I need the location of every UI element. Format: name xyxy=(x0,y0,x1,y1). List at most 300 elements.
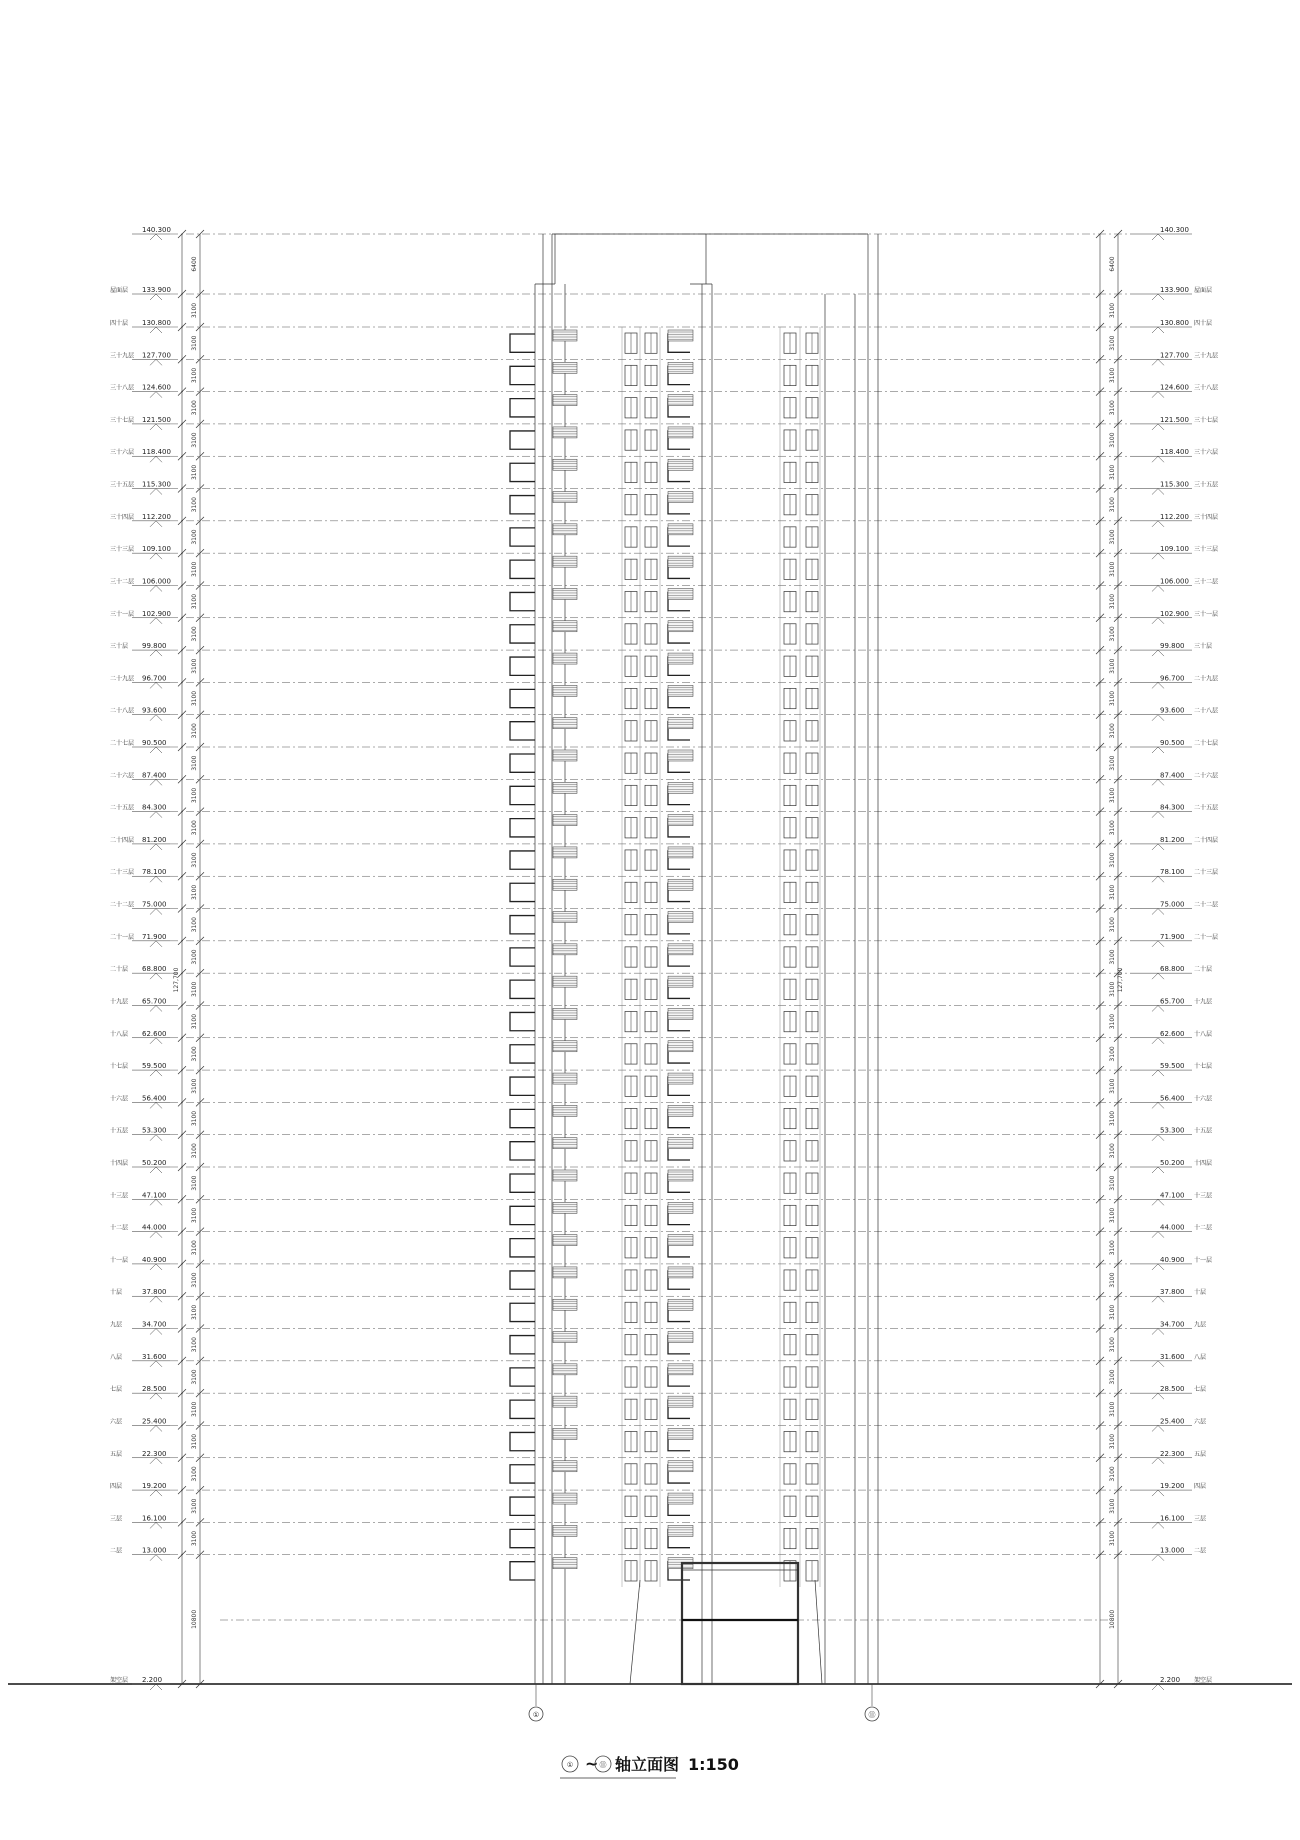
floor-name-right: 三十三层 xyxy=(1194,546,1219,554)
dimension-text-right: 3100 xyxy=(1109,852,1116,868)
level-symbol-left xyxy=(150,973,162,979)
elevation-label-right: 59.500 xyxy=(1160,1062,1185,1071)
elevation-label-right: 71.900 xyxy=(1160,932,1185,941)
balcony-profile xyxy=(510,334,535,352)
dimension-text-left: 3100 xyxy=(191,335,198,351)
level-symbol-left xyxy=(150,1329,162,1335)
balcony-profile xyxy=(510,980,535,998)
level-symbol-left xyxy=(150,812,162,818)
level-symbol-left xyxy=(150,779,162,785)
level-symbol-right xyxy=(1152,715,1164,721)
level-symbol-left xyxy=(150,650,162,656)
elevation-label-right: 127.700 xyxy=(1160,351,1189,360)
level-symbol-left xyxy=(150,1555,162,1561)
elevation-label-left: 28.500 xyxy=(142,1385,167,1394)
elevation-label-right: 16.100 xyxy=(1160,1514,1185,1523)
floor-name-left: 架空层 xyxy=(110,1677,129,1684)
balcony-profile xyxy=(510,496,535,514)
floor-name-right: 二十层 xyxy=(1194,966,1213,974)
floor-name-left: 十层 xyxy=(110,1289,123,1297)
level-symbol-right xyxy=(1152,424,1164,430)
dimension-text-left: 3100 xyxy=(191,1466,198,1482)
level-symbol-right xyxy=(1152,1296,1164,1302)
level-symbol-left xyxy=(150,456,162,462)
dimension-text-right: 3100 xyxy=(1109,1337,1116,1353)
floor-name-right: 二十八层 xyxy=(1194,707,1219,715)
balcony-profile xyxy=(510,1109,535,1127)
floor-name-right: 二十七层 xyxy=(1194,740,1219,747)
floor-name-right: 三十五层 xyxy=(1194,481,1219,489)
level-symbol-left xyxy=(150,294,162,300)
floor-name-right: 九层 xyxy=(1194,1321,1207,1329)
level-symbol-right xyxy=(1152,941,1164,947)
elevation-label-right: 112.200 xyxy=(1160,512,1189,521)
floor-name-left: 十二层 xyxy=(110,1224,129,1232)
dimension-text-right: 3100 xyxy=(1109,1369,1116,1385)
elevation-label-left: 118.400 xyxy=(142,448,171,457)
balcony-profile xyxy=(510,657,535,675)
floor-name-left: 二十九层 xyxy=(110,675,135,683)
level-symbol-right xyxy=(1152,909,1164,915)
axis-marker-end xyxy=(865,1684,879,1721)
floor-name-left: 三十六层 xyxy=(110,449,135,457)
floor-name-right: 三十层 xyxy=(1194,643,1213,651)
floor-name-right: 二十二层 xyxy=(1194,901,1219,909)
floor-name-right: 十六层 xyxy=(1194,1095,1213,1103)
dimension-text-left: 3100 xyxy=(191,367,198,384)
elevation-label-left: 81.200 xyxy=(142,835,167,844)
balcony-profile xyxy=(510,1271,535,1289)
dimension-text-left: 3100 xyxy=(191,497,198,513)
level-symbol-right xyxy=(1152,1070,1164,1076)
floor-name-left: 二十六层 xyxy=(110,772,135,780)
dimension-text-left: 3100 xyxy=(191,626,198,642)
level-symbol-right xyxy=(1152,1490,1164,1496)
level-symbol-right xyxy=(1152,456,1164,462)
level-symbol-right xyxy=(1152,392,1164,398)
elevation-label-right: 31.600 xyxy=(1160,1352,1185,1361)
floor-name-left: 三十九层 xyxy=(110,352,135,360)
elevation-label-right: 19.200 xyxy=(1160,1482,1185,1491)
elevation-label-left: 31.600 xyxy=(142,1352,167,1361)
elevation-label-right: 28.500 xyxy=(1160,1385,1185,1394)
level-symbol-right xyxy=(1152,844,1164,850)
floor-name-left: 二十八层 xyxy=(110,707,135,715)
floor-name-left: 屋面层 xyxy=(110,287,129,294)
floor-name-right: 三十八层 xyxy=(1194,384,1219,392)
level-symbol-right xyxy=(1152,618,1164,624)
elevation-label-right: 44.000 xyxy=(1160,1223,1185,1232)
level-symbol-left xyxy=(150,909,162,915)
floor-name-left: 三十层 xyxy=(110,643,129,651)
floor-name-left: 三十三层 xyxy=(110,546,135,554)
dimension-text-left: 3100 xyxy=(191,949,198,965)
floor-name-left: 十五层 xyxy=(110,1127,129,1135)
balcony-profile xyxy=(510,1303,535,1321)
dimension-text-left: 3100 xyxy=(191,1401,198,1417)
dimension-text-left: 3100 xyxy=(191,852,198,868)
dimension-text-right: 3100 xyxy=(1109,1143,1116,1159)
floor-name-left: 三十八层 xyxy=(110,384,135,392)
floor-name-left: 五层 xyxy=(110,1450,123,1458)
elevation-label-left: 62.600 xyxy=(142,1029,167,1038)
balcony-profile xyxy=(510,1142,535,1160)
level-symbol-left xyxy=(150,424,162,430)
balcony-profile xyxy=(510,463,535,481)
dimension-text-right: 3100 xyxy=(1109,690,1116,707)
level-symbol-left xyxy=(150,585,162,591)
elevation-label-right: 68.800 xyxy=(1160,965,1185,974)
level-symbol-right xyxy=(1152,521,1164,527)
level-symbol-right xyxy=(1152,1232,1164,1238)
level-symbol-left xyxy=(150,1296,162,1302)
floor-name-right: 十二层 xyxy=(1194,1224,1213,1232)
elevation-label-left: 25.400 xyxy=(142,1417,167,1426)
level-symbol-left xyxy=(150,327,162,333)
floor-name-left: 八层 xyxy=(110,1353,123,1361)
level-symbol-right xyxy=(1152,585,1164,591)
dimension-text-left: 3100 xyxy=(191,432,198,448)
elevation-label-left: 13.000 xyxy=(142,1546,167,1555)
level-symbol-right xyxy=(1152,553,1164,559)
level-symbol-right xyxy=(1152,1361,1164,1367)
dimension-text-left: 3100 xyxy=(191,690,198,707)
title-axis-2: ⑪ xyxy=(599,1761,607,1769)
floor-name-right: 二十四层 xyxy=(1194,836,1219,844)
floor-name-right: 十五层 xyxy=(1194,1127,1213,1135)
dimension-text-left: 3100 xyxy=(191,820,198,836)
floor-name-right: 二十九层 xyxy=(1194,675,1219,683)
elevation-label-left: 75.000 xyxy=(142,900,167,909)
floor-name-right: 二十五层 xyxy=(1194,804,1219,812)
level-symbol-right xyxy=(1152,489,1164,495)
level-symbol-left xyxy=(150,392,162,398)
balcony-profile xyxy=(510,851,535,869)
linework xyxy=(8,230,1292,1688)
floor-name-left: 三十四层 xyxy=(110,513,135,521)
level-symbol-right xyxy=(1152,1135,1164,1141)
level-symbol-right xyxy=(1152,876,1164,882)
elevation-label-left: 19.200 xyxy=(142,1482,167,1491)
floor-name-right: 二十一层 xyxy=(1194,933,1219,941)
level-symbol-left xyxy=(150,844,162,850)
balcony-profile xyxy=(510,722,535,740)
dimension-text-left: 3100 xyxy=(191,1046,198,1062)
elevation-label-right: 78.100 xyxy=(1160,868,1185,877)
elevation-label-right: 90.500 xyxy=(1160,739,1185,747)
elevation-label-right: 133.900 xyxy=(1160,286,1189,294)
floor-name-left: 四十层 xyxy=(110,320,129,327)
level-symbol-left xyxy=(150,747,162,753)
floor-name-left: 二十五层 xyxy=(110,804,135,812)
floor-name-left: 二十一层 xyxy=(110,933,135,941)
elevation-label-left: 90.500 xyxy=(142,739,167,747)
floor-name-left: 十八层 xyxy=(110,1030,129,1038)
level-symbol-left xyxy=(150,682,162,688)
elevation-label-left: 22.300 xyxy=(142,1449,167,1458)
level-symbol-left xyxy=(150,618,162,624)
floor-name-right: 十七层 xyxy=(1194,1063,1213,1071)
dimension-text-right: 3100 xyxy=(1109,1530,1116,1547)
elevation-label-left: 34.700 xyxy=(142,1320,167,1329)
floor-name-left: 十七层 xyxy=(110,1063,129,1071)
dimension-text-left: 3100 xyxy=(191,1369,198,1385)
level-symbol-left xyxy=(150,1490,162,1496)
elevation-label-left: 109.100 xyxy=(142,545,171,554)
dimension-text-left: 3100 xyxy=(191,1304,198,1321)
balcony-profile xyxy=(510,1465,535,1483)
level-symbol-right xyxy=(1152,359,1164,365)
overall-height-right: 127,700 xyxy=(1117,967,1124,993)
elevation-label-left: 68.800 xyxy=(142,965,167,974)
axis-marker-start xyxy=(529,1684,543,1721)
level-symbol-right xyxy=(1152,1102,1164,1108)
level-symbol-right xyxy=(1152,1458,1164,1464)
dimension-text-left: 3100 xyxy=(191,755,198,771)
dimension-text-left: 3100 xyxy=(191,917,198,933)
dimension-text-right: 3100 xyxy=(1109,1078,1116,1094)
balcony-profile xyxy=(510,1497,535,1515)
dimension-text-right: 3100 xyxy=(1109,1046,1116,1062)
floor-name-right: 十三层 xyxy=(1194,1192,1213,1200)
floor-name-right: 十层 xyxy=(1194,1289,1207,1297)
dimension-text-right: 3100 xyxy=(1109,464,1116,481)
dimension-text-right: 10800 xyxy=(1109,1609,1116,1629)
floor-name-left: 六层 xyxy=(110,1418,123,1426)
level-symbol-right xyxy=(1152,1684,1164,1690)
floor-name-right: 八层 xyxy=(1194,1353,1207,1361)
floor-name-left: 三十五层 xyxy=(110,481,135,489)
elevation-label-right: 121.500 xyxy=(1160,415,1189,424)
floor-name-right: 三十一层 xyxy=(1194,610,1219,618)
dimension-text-left: 6400 xyxy=(191,256,198,272)
floor-name-left: 十九层 xyxy=(110,998,129,1006)
level-symbol-right xyxy=(1152,1264,1164,1270)
floor-name-left: 三十七层 xyxy=(110,416,135,424)
elevation-label-right: 22.300 xyxy=(1160,1449,1185,1458)
dimension-text-left: 3100 xyxy=(191,723,198,739)
elevation-label-left: 65.700 xyxy=(142,997,167,1006)
level-symbol-right xyxy=(1152,682,1164,688)
floor-name-left: 十一层 xyxy=(110,1256,129,1264)
dimension-text-right: 3100 xyxy=(1109,1304,1116,1321)
elevation-label-right: 99.800 xyxy=(1160,642,1185,651)
elevation-label-right: 65.700 xyxy=(1160,997,1185,1006)
floor-name-right: 五层 xyxy=(1194,1450,1207,1458)
floor-name-left: 十四层 xyxy=(110,1160,129,1167)
floor-name-right: 三十四层 xyxy=(1194,513,1219,521)
level-symbol-right xyxy=(1152,1038,1164,1044)
dimension-text-right: 3100 xyxy=(1109,917,1116,933)
floor-name-right: 四十层 xyxy=(1194,320,1213,327)
elevation-label-left: 71.900 xyxy=(142,932,167,941)
dimension-text-right: 3100 xyxy=(1109,1013,1116,1030)
elevation-label-right: 124.600 xyxy=(1160,383,1189,392)
elevation-label-right: 140.300 xyxy=(1160,226,1189,234)
balcony-profile xyxy=(510,399,535,417)
floor-name-left: 九层 xyxy=(110,1321,123,1329)
balcony-profile xyxy=(510,625,535,643)
elevation-label-right: 109.100 xyxy=(1160,545,1189,554)
balcony-profile xyxy=(510,1174,535,1192)
level-symbol-left xyxy=(150,359,162,365)
elevation-label-left: 112.200 xyxy=(142,512,171,521)
elevation-label-left: 102.900 xyxy=(142,609,171,618)
elevation-label-left: 130.800 xyxy=(142,319,171,327)
balcony-profile xyxy=(510,689,535,707)
floor-name-left: 二十七层 xyxy=(110,740,135,747)
dimension-text-left: 3100 xyxy=(191,1337,198,1353)
level-symbol-right xyxy=(1152,650,1164,656)
floor-name-right: 二层 xyxy=(1194,1547,1207,1555)
level-symbol-right xyxy=(1152,747,1164,753)
dimension-text-left: 3100 xyxy=(191,1207,198,1224)
dimension-text-right: 6400 xyxy=(1109,256,1116,272)
elevation-label-left: 37.800 xyxy=(142,1288,167,1297)
level-symbol-right xyxy=(1152,973,1164,979)
elevation-label-right: 62.600 xyxy=(1160,1029,1185,1038)
dimension-text-left: 3100 xyxy=(191,529,198,545)
balcony-profile xyxy=(510,1562,535,1580)
elevation-label-right: 13.000 xyxy=(1160,1546,1185,1555)
floor-name-left: 三十二层 xyxy=(110,578,135,586)
dimension-text-right: 3100 xyxy=(1109,593,1116,610)
elevation-label-left: 2.200 xyxy=(142,1676,163,1684)
level-symbol-left xyxy=(150,1361,162,1367)
level-symbol-right xyxy=(1152,294,1164,300)
balcony-profile xyxy=(510,1012,535,1030)
level-symbol-left xyxy=(150,876,162,882)
base-slope-right xyxy=(815,1580,822,1684)
level-symbol-right xyxy=(1152,1199,1164,1205)
level-symbol-left xyxy=(150,1102,162,1108)
dimension-text-right: 3100 xyxy=(1109,1110,1116,1127)
balcony-profile xyxy=(510,1206,535,1224)
level-symbol-right xyxy=(1152,1167,1164,1173)
dimension-text-right: 3100 xyxy=(1109,335,1116,351)
level-symbol-left xyxy=(150,1264,162,1270)
elevation-label-right: 40.900 xyxy=(1160,1255,1185,1264)
lobby-entrance xyxy=(682,1563,798,1684)
floor-name-right: 三十九层 xyxy=(1194,352,1219,360)
elevation-label-right: 75.000 xyxy=(1160,900,1185,909)
dimension-text-right: 3100 xyxy=(1109,820,1116,836)
elevation-label-left: 40.900 xyxy=(142,1255,167,1264)
dimension-text-left: 3100 xyxy=(191,981,198,997)
dimension-text-right: 3100 xyxy=(1109,1498,1116,1514)
balcony-profile xyxy=(510,366,535,384)
balcony-profile xyxy=(510,1336,535,1354)
floor-name-left: 二十三层 xyxy=(110,869,135,877)
level-symbol-left xyxy=(150,1005,162,1011)
elevation-label-left: 96.700 xyxy=(142,674,167,683)
level-symbol-right xyxy=(1152,812,1164,818)
balcony-profile xyxy=(510,948,535,966)
floor-name-left: 七层 xyxy=(110,1386,123,1394)
elevation-label-left: 133.900 xyxy=(142,286,171,294)
dimension-text-left: 3100 xyxy=(191,1272,198,1288)
dimension-text-right: 3100 xyxy=(1109,561,1116,577)
level-symbol-right xyxy=(1152,1329,1164,1335)
elevation-label-right: 47.100 xyxy=(1160,1191,1185,1200)
level-symbol-left xyxy=(150,1232,162,1238)
floor-name-left: 二十层 xyxy=(110,966,129,974)
elevation-label-left: 53.300 xyxy=(142,1126,167,1135)
floor-name-left: 二层 xyxy=(110,1547,123,1555)
floor-name-right: 架空层 xyxy=(1194,1677,1213,1684)
elevation-label-right: 81.200 xyxy=(1160,835,1185,844)
level-symbol-left xyxy=(150,521,162,527)
floor-name-right: 三十二层 xyxy=(1194,578,1219,586)
elevation-label-left: 124.600 xyxy=(142,383,171,392)
level-symbol-left xyxy=(150,941,162,947)
dimension-text-right: 3100 xyxy=(1109,497,1116,513)
elevation-label-right: 102.900 xyxy=(1160,609,1189,618)
dimension-text-right: 3100 xyxy=(1109,626,1116,642)
level-symbol-left xyxy=(150,553,162,559)
balcony-profile xyxy=(510,916,535,934)
elevation-label-right: 106.000 xyxy=(1160,577,1189,586)
balcony-profile xyxy=(510,1045,535,1063)
balcony-profile xyxy=(510,1239,535,1257)
dimension-text-right: 3100 xyxy=(1109,302,1116,319)
elevation-label-right: 25.400 xyxy=(1160,1417,1185,1426)
dimension-text-right: 3100 xyxy=(1109,981,1116,997)
dimension-text-left: 3100 xyxy=(191,400,198,416)
base-slope-left xyxy=(630,1580,640,1684)
drawing-title-block xyxy=(560,1754,739,1778)
elevation-label-left: 115.300 xyxy=(142,480,171,489)
elevation-label-left: 16.100 xyxy=(142,1514,167,1523)
level-symbol-right xyxy=(1152,1005,1164,1011)
balcony-profile xyxy=(510,1400,535,1418)
elevation-label-right: 84.300 xyxy=(1160,803,1185,812)
elevation-label-left: 50.200 xyxy=(142,1159,167,1167)
floor-name-right: 六层 xyxy=(1194,1418,1207,1426)
elevation-label-left: 127.700 xyxy=(142,351,171,360)
level-symbol-left xyxy=(150,1393,162,1399)
balcony-profile xyxy=(510,528,535,546)
elevation-label-left: 99.800 xyxy=(142,642,167,651)
floor-name-right: 三十七层 xyxy=(1194,416,1219,424)
level-labels xyxy=(110,226,1218,1690)
floor-name-right: 十一层 xyxy=(1194,1256,1213,1264)
dimension-text-left: 3100 xyxy=(191,1110,198,1127)
elevation-label-right: 37.800 xyxy=(1160,1288,1185,1297)
floor-name-right: 二十三层 xyxy=(1194,869,1219,877)
dimension-text-right: 3100 xyxy=(1109,1401,1116,1417)
dimension-text-left: 3100 xyxy=(191,1498,198,1514)
dimension-text-right: 3100 xyxy=(1109,787,1116,804)
elevation-label-left: 84.300 xyxy=(142,803,167,812)
floor-name-left: 十三层 xyxy=(110,1192,129,1200)
balcony-profile xyxy=(510,592,535,610)
floor-name-left: 二十二层 xyxy=(110,901,135,909)
elevation-label-right: 53.300 xyxy=(1160,1126,1185,1135)
dimension-text-left: 3100 xyxy=(191,1013,198,1030)
axis-label-start: ① xyxy=(532,1711,540,1719)
dimension-text-right: 3100 xyxy=(1109,949,1116,965)
dimension-text-right: 3100 xyxy=(1109,723,1116,739)
floor-name-right: 七层 xyxy=(1194,1386,1207,1394)
dimension-text-left: 3100 xyxy=(191,302,198,319)
level-symbol-left xyxy=(150,1684,162,1690)
elevation-label-right: 56.400 xyxy=(1160,1094,1185,1103)
balcony-profile xyxy=(510,1077,535,1095)
elevation-label-left: 93.600 xyxy=(142,706,167,715)
title-separator: ~ xyxy=(585,1754,599,1773)
dimension-text-right: 3100 xyxy=(1109,1207,1116,1224)
